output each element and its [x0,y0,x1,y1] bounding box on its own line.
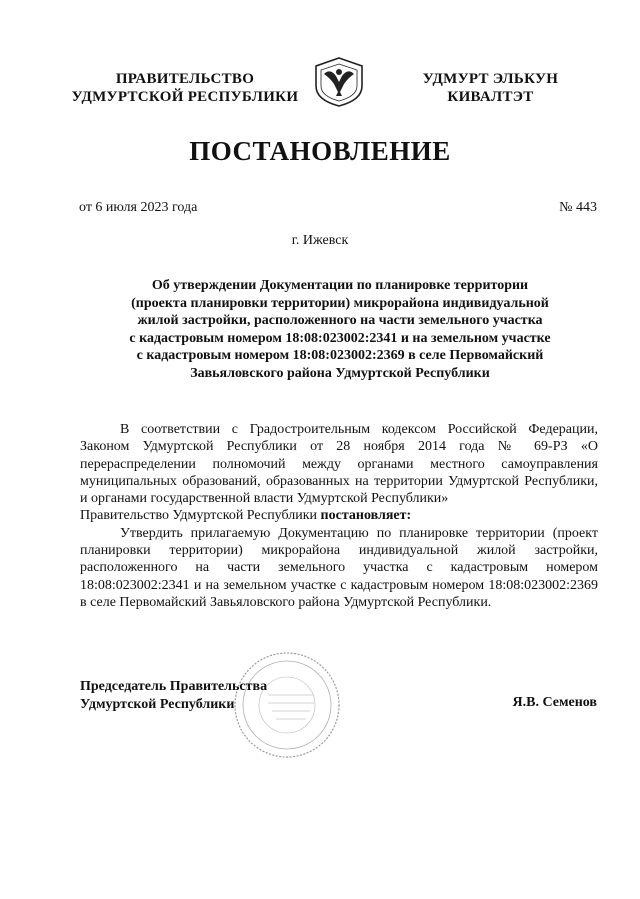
signatory-position [80,678,267,714]
document-date: от 6 июля 2023 года [79,200,198,215]
subject-line: Об утверждении Документации по планировке территории [151,278,529,293]
document-title: ПОСТАНОВЛЕНИЕ [189,136,451,166]
header-left-line2: УДМУРТСКОЙ РЕСПУБЛИКИ [71,89,299,105]
header-left-line1: ПРАВИТЕЛЬСТВО [115,71,255,87]
udmurtia-coat-of-arms-icon [312,56,366,108]
resolution-prefix: Правительство Удмуртской Республики [80,508,321,524]
signatory-name: Я.В. Семенов [512,695,597,710]
header-right-line1: УДМУРТ ЭЛЬКУН [422,71,559,87]
signatory-position-line2: Удмуртской Республики [80,697,235,712]
signatory-position-line1: Председатель Правительства [80,679,268,694]
document-subject [80,277,600,382]
resolution-keyword: постановляет: [320,508,412,524]
subject-line: Завьяловского района Удмуртской Республики [190,365,490,381]
body-resolution-line [80,507,598,524]
document-number: № 443 [559,200,597,215]
header-right [398,70,583,106]
document-city: г. Ижевск [291,233,349,248]
subject-line: (проекта планировки территории) микрорайона индивидуальной [131,295,549,311]
subject-line: с кадастровым номером 18:08:023002:2369 в селе Первомайский [136,348,544,363]
body-paragraph: В соответствии с Градостроительным кодексом Российской Федерации, Законом Удмуртской Республики от 28 ноября 2014 года № 69-РЗ «О перераспределении полномочий между органами местного самоуправления муниципальных образований, образованных на территории Удмуртской Республики, и органами государственной власти Удмуртской Республики» [80,422,598,507]
header-left [60,70,310,106]
subject-line: с кадастровым номером 18:08:023002:2341 и на земельном участке [129,330,551,346]
header-right-line2: КИВАЛТЭТ [447,89,534,105]
document-body [80,421,598,611]
subject-line: жилой застройки, расположенного на части земельного участка [137,313,543,328]
body-paragraph: Утвердить прилагаемую Документацию по планировке территории (проект планировки территории) микрорайона индивидуальной жилой застройки, расположенного на части земельного участка с кадастровым номером 18:08:023002:2341 и на земельном участке с кадастровым номером 18:08:023002:2369 в селе Первомайский Завьяловского района Удмуртской Республики. [80,525,598,610]
